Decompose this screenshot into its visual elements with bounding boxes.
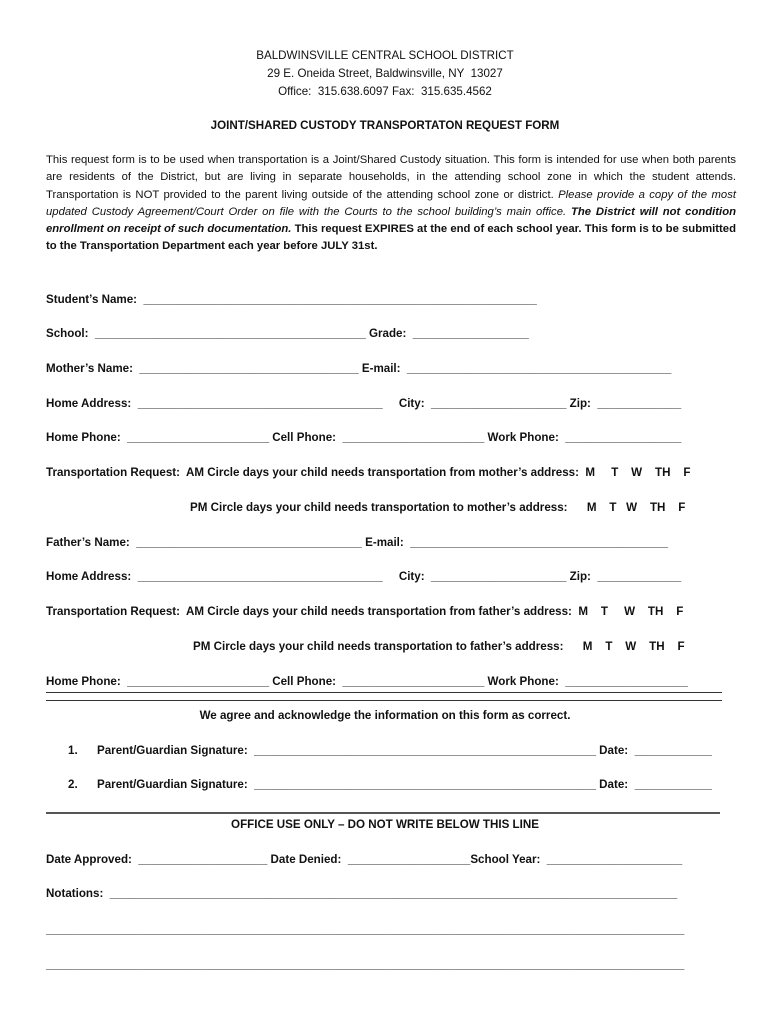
father-pm-request[interactable]: PM Circle days your child needs transportation to father’s address: M T W TH F xyxy=(193,640,685,653)
agreement-text: We agree and acknowledge the information on this form as correct. xyxy=(199,709,571,722)
intro-text: This request form is to be used when transportation is a Joint/Shared Custody situation. This form is intended for use when both parents are residents of the District, but are living in separate households, in the attending school zone in which the student attends. Transportation is NOT provided to the parent living outside of the attending school zone or district. xyxy=(46,154,736,201)
notations-blank-line-2[interactable]: ___________________________________________________________________________________________________ xyxy=(46,958,685,971)
notations-field[interactable]: Notations: ________________________________________________________________________________________ xyxy=(46,887,678,900)
mother-phones-field[interactable]: Home Phone: ______________________ Cell Phone: ______________________ Work Phone: __________________ xyxy=(46,431,682,444)
signature-line-2[interactable]: 2. Parent/Guardian Signature: _____________________________________________________ Date: ____________ xyxy=(68,778,712,791)
intro-italic-text: Please provide a copy of the most updated Custody Agreement/Court Order on file with the Courts to the school building’s main office. xyxy=(46,188,736,218)
mother-pm-request[interactable]: PM Circle days your child needs transportation to mother’s address: M T W TH F xyxy=(190,501,686,514)
signature-line-1[interactable]: 1. Parent/Guardian Signature: _____________________________________________________ Date: ____________ xyxy=(68,744,712,757)
mother-name-email-field[interactable]: Mother’s Name: __________________________________ E-mail: _________________________________________ xyxy=(46,362,672,375)
form-title: JOINT/SHARED CUSTODY TRANSPORTATON REQUEST FORM xyxy=(210,119,560,132)
double-divider xyxy=(46,692,722,701)
office-use-header: OFFICE USE ONLY – DO NOT WRITE BELOW THIS LINE xyxy=(231,818,539,831)
father-name-email-field[interactable]: Father’s Name: ___________________________________ E-mail: ________________________________________ xyxy=(46,536,669,549)
intro-bold-text: This request EXPIRES at the end of each school year. This form is to be submitted to the Transportation Department each year before JULY 31st. xyxy=(46,223,736,253)
office-divider xyxy=(46,812,720,814)
district-name: BALDWINSVILLE CENTRAL SCHOOL DISTRICT xyxy=(256,49,514,62)
school-grade-field[interactable]: School: __________________________________________ Grade: __________________ xyxy=(46,327,529,340)
father-home-address-field[interactable]: Home Address: ______________________________________ City: _____________________ Zip: _____________ xyxy=(46,570,682,583)
student-name-field[interactable]: Student’s Name: _____________________________________________________________ xyxy=(46,293,537,306)
district-address: 29 E. Oneida Street, Baldwinsville, NY 13027 xyxy=(267,67,503,80)
mother-am-request[interactable]: Transportation Request: AM Circle days your child needs transportation from mother’s address: M T W TH F xyxy=(46,466,691,479)
intro-bold-italic-text: The District will not condition enrollment on receipt of such documentation. xyxy=(46,205,737,236)
notations-blank-line-1[interactable]: ___________________________________________________________________________________________________ xyxy=(46,923,685,936)
father-phones-field[interactable]: Home Phone: ______________________ Cell Phone: ______________________ Work Phone: ___________________ xyxy=(46,675,688,688)
intro-paragraph xyxy=(46,152,736,256)
mother-home-address-field[interactable]: Home Address: ______________________________________ City: _____________________ Zip: _____________ xyxy=(46,397,682,410)
father-am-request[interactable]: Transportation Request: AM Circle days your child needs transportation from father’s address: M T W TH F xyxy=(46,605,684,618)
district-phone: Office: 315.638.6097 Fax: 315.635.4562 xyxy=(278,85,492,98)
office-dates-field[interactable]: Date Approved: ____________________ Date Denied: ___________________School Year: _____________________ xyxy=(46,853,683,866)
